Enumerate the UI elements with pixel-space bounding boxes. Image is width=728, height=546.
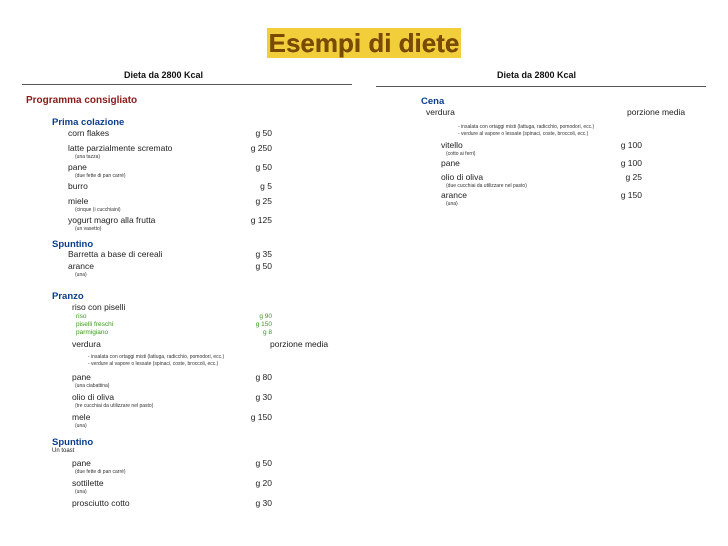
cena-item-note: (cotto ai ferri)	[446, 151, 476, 157]
spuntino2-item-qty: g 50	[255, 458, 272, 468]
spuntino2-item-note: (due fette di pan carrè)	[75, 469, 126, 475]
section-spuntino-2: Spuntino	[52, 437, 94, 448]
pranzo-verdura-qty: porzione media	[270, 339, 329, 349]
pranzo-sub-item-name: riso	[76, 313, 87, 320]
pranzo-sub-item-name: piselli freschi	[76, 321, 114, 328]
spuntino1-item-qty: g 50	[255, 261, 272, 271]
left-header-line	[22, 84, 352, 85]
section-spuntino-1: Spuntino	[52, 239, 94, 250]
pranzo-item-note: (tre cucchiai da utilizzare nel pasto)	[75, 403, 154, 409]
colazione-item-name: miele	[68, 196, 89, 206]
colazione-item-name: latte parzialmente scremato	[68, 143, 173, 153]
colazione-item-note: (due fette di pan carrè)	[75, 173, 126, 179]
program-label: Programma consigliato	[26, 95, 138, 106]
cena-item-name: arance	[441, 190, 467, 200]
spuntino2-item-note: (una)	[75, 489, 87, 495]
pranzo-riso-con-piselli: riso con piselli	[72, 302, 126, 312]
spuntino1-item-qty: g 35	[255, 249, 272, 259]
spuntino2-item-qty: g 20	[255, 478, 272, 488]
cena-verdura: verdura	[426, 107, 455, 117]
cena-item-name: olio di oliva	[441, 172, 484, 182]
section-cena: Cena	[421, 96, 445, 107]
colazione-item-note: (cinque (i cucchiaini)	[75, 207, 121, 213]
cena-item-qty: g 100	[620, 158, 642, 168]
pranzo-verdura: verdura	[72, 339, 101, 349]
cena-item-name: vitello	[441, 140, 463, 150]
cena-item-qty: g 150	[620, 190, 642, 200]
right-panel-header: Dieta da 2800 Kcal	[497, 70, 577, 80]
cena-item-qty: g 100	[620, 140, 642, 150]
pranzo-item-name: olio di oliva	[72, 392, 115, 402]
pranzo-item-qty: g 30	[255, 392, 272, 402]
cena-verdura-note-2: - verdure al vapore o lessate (spinaci, coste, broccoli, ecc.)	[458, 131, 589, 137]
spuntino2-item-name: pane	[72, 458, 91, 468]
colazione-item-name: yogurt magro alla frutta	[68, 215, 156, 225]
spuntino1-item-note: (una)	[75, 272, 87, 278]
colazione-item-name: pane	[68, 162, 87, 172]
slide-title	[0, 28, 728, 59]
pranzo-item-qty: g 150	[250, 412, 272, 422]
pranzo-sub-item-qty: g 90	[259, 313, 272, 320]
pranzo-item-qty: g 80	[255, 372, 272, 382]
colazione-item-note: (una tazza)	[75, 154, 101, 160]
cena-item-note: (una)	[446, 201, 458, 207]
pranzo-verdura-note-1: - insalata con ortaggi misti (lattuga, radicchio, pomodori, ecc.)	[88, 354, 225, 360]
spuntino1-item-name: Barretta a base di cereali	[68, 249, 163, 259]
right-header-line	[376, 86, 706, 87]
colazione-item-name: burro	[68, 181, 88, 191]
spuntino2-item-name: prosciutto cotto	[72, 498, 130, 508]
left-panel-header: Dieta da 2800 Kcal	[124, 70, 204, 80]
pranzo-sub-item-name: parmigiano	[76, 329, 109, 336]
cena-verdura-qty: porzione media	[627, 107, 686, 117]
pranzo-sub-item-qty: g 150	[255, 321, 272, 328]
colazione-item-qty: g 125	[250, 215, 272, 225]
spuntino1-item-name: arance	[68, 261, 94, 271]
colazione-item-name: corn flakes	[68, 128, 110, 138]
spuntino2-item-name: sottilette	[72, 478, 104, 488]
cena-verdura-note-1: - insalata con ortaggi misti (lattuga, radicchio, pomodori, ecc.)	[458, 124, 595, 130]
pranzo-item-name: pane	[72, 372, 91, 382]
colazione-item-qty: g 250	[250, 143, 272, 153]
pranzo-item-name: mele	[72, 412, 91, 422]
cena-item-qty: g 25	[625, 172, 642, 182]
cena-item-note: (due cucchiai da utilizzare nel pasto)	[446, 183, 527, 189]
section-colazione: Prima colazione	[52, 117, 125, 128]
colazione-item-note: (un vasetto)	[75, 226, 102, 232]
spuntino2-item-qty: g 30	[255, 498, 272, 508]
pranzo-sub-item-qty: g 8	[262, 329, 272, 336]
colazione-item-qty: g 5	[260, 181, 272, 191]
pranzo-item-note: (una ciabattina)	[75, 383, 110, 389]
slide-title-text: Esempi di diete	[268, 28, 460, 58]
colazione-item-qty: g 50	[255, 162, 272, 172]
pranzo-verdura-note-2: - verdure al vapore o lessate (spinaci, coste, broccoli, ecc.)	[88, 361, 219, 367]
colazione-item-qty: g 50	[255, 128, 272, 138]
section-pranzo: Pranzo	[52, 291, 84, 302]
spuntino-2-sublabel: Un toast	[52, 448, 75, 454]
colazione-item-qty: g 25	[255, 196, 272, 206]
cena-item-name: pane	[441, 158, 460, 168]
pranzo-item-note: (una)	[75, 423, 87, 429]
